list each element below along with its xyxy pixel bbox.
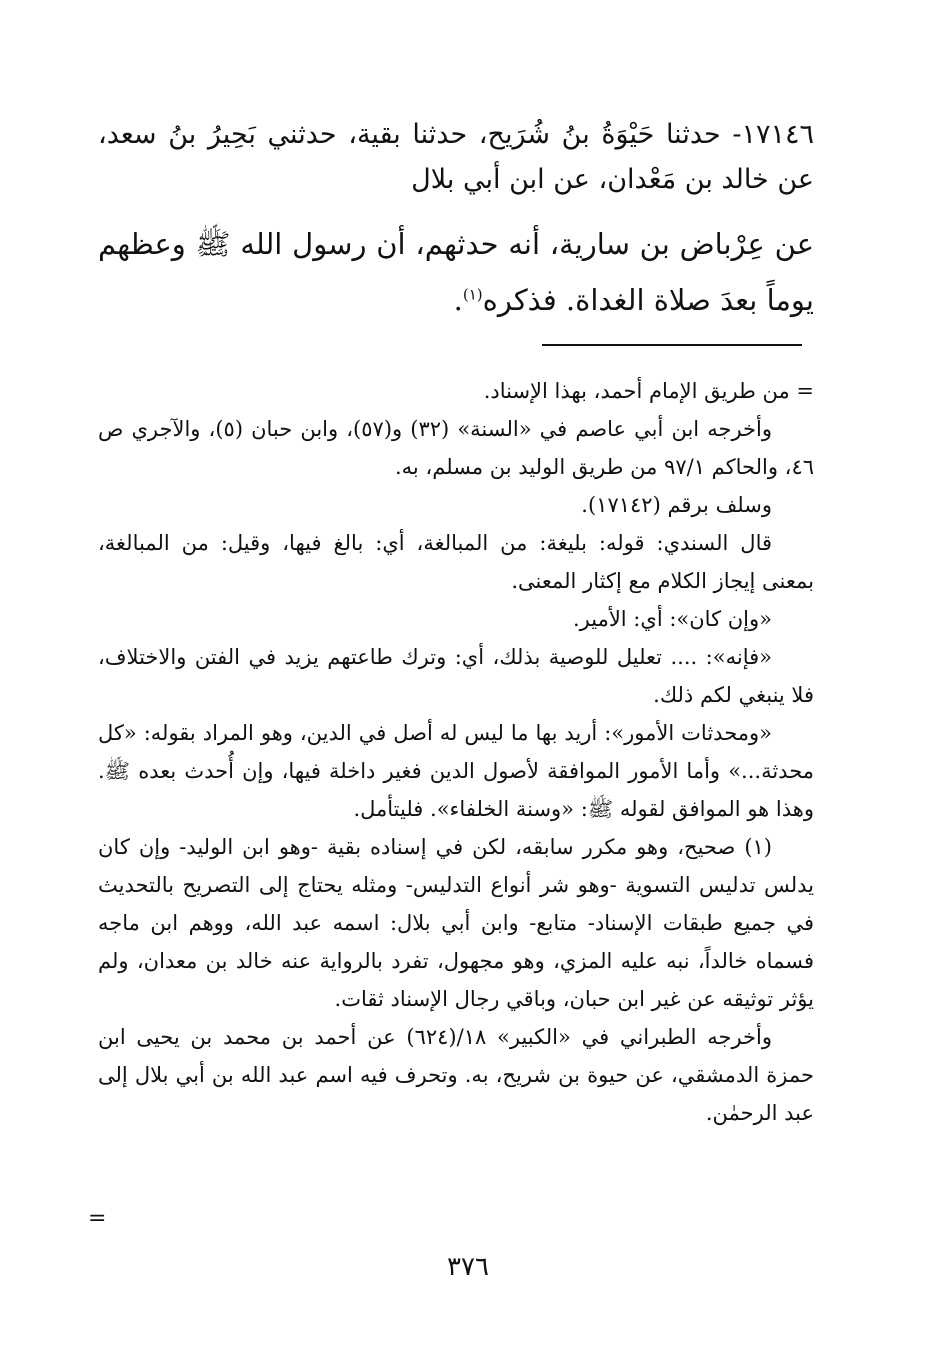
document-page (98, 104, 814, 1284)
footnote-takhrij-paragraph: وأخرجه ابن أبي عاصم في «السنة» (٣٢) و(٥٧)، وابن حبان (٥)، والآجري ص ٤٦، والحاكم ٩٧/١ من طريق الوليد بن مسلم، به. (98, 417, 814, 479)
footnote-explanation-fainnahu: «فإنه»: .... تعليل للوصية بذلك، أي: وترك طاعتهم يزيد في الفتن والاختلاف، فلا ينبغي لكم ذلك. (98, 645, 814, 707)
page-number: ٣٧٦ (447, 1252, 489, 1282)
footnotes-section (98, 372, 814, 1132)
footnote-tabarani-paragraph: وأخرجه الطبراني في «الكبير» ١٨/(٦٢٤) عن أحمد بن محمد بن يحيى ابن حمزة الدمشقي، عن حيوة بن شريح، به. وتحرف فيه اسم عبد الله بن أبي بلال إلى عبد الرحمٰن. (98, 1025, 814, 1125)
footnote-reference: (١) (462, 285, 483, 304)
footnote-1-grading: (١) صحيح، وهو مكرر سابقه، لكن في إسناده بقية -وهو ابن الوليد- وإن كان يدلس تدليس التسوية -وهو شر أنواع التدليس- ومثله يحتاج إلى التصريح بالتحديث في جميع طبقات الإسناد- متابع- وابن أبي بلال: اسمه عبد الله، ووهم ابن ماجه فسماه خالداً، نبه عليه المزي، وهو مجهول، تفرد بالرواية عنه خالد بن معدان، ولم يؤثر توثيقه عن غير ابن حبان، وباقي رجال الإسناد ثقات. (98, 835, 814, 1011)
hadith-text-paragraph: عن عِرْباض بن سارية، أنه حدثهم، أن رسول الله ﷺ وعظهم يوماً بعدَ صلاة الغداة. فذكره$^{(١)}$. (98, 227, 814, 317)
footnote-separator-rule (542, 344, 802, 346)
hadith-header-line: ١٧١٤٦- حدثنا حَيْوَةُ بنُ شُرَيح، حدثنا بقية، حدثني بَحِيرُ بنُ سعد، عن خالد بن مَعْدان، عن ابن أبي بلال (98, 119, 814, 195)
footnote-sindi-commentary: قال السندي: قوله: بليغة: من المبالغة، أي: بالغ فيها، وقيل: من المبالغة، بمعنى إيجاز الكلام مع إكثار المعنى. (98, 531, 814, 593)
hadith-text: عن عِرْباض بن سارية، أنه حدثهم، أن رسول الله ﷺ وعظهم يوماً بعدَ صلاة الغداة. فذكره (98, 227, 814, 317)
footnote-explanation-amir: «وإن كان»: أي: الأمير. (572, 607, 772, 631)
continuation-marker: = (88, 1206, 107, 1231)
footnote-continuation-line: = من طريق الإمام أحمد، بهذا الإسناد. (483, 379, 814, 403)
footnote-cross-reference: وسلف برقم (١٧١٤٢). (581, 493, 772, 517)
hadith-main-text (98, 112, 814, 328)
footnote-explanation-muhdathat: «ومحدثات الأمور»: أريد بها ما ليس له أصل في الدين، وهو المراد بقوله: «كل محدثة...» وأما الأمور الموافقة لأصول الدين فغير داخلة فيها، وإن أُحدث بعده ﷺ. وهذا هو الموافق لقوله ﷺ: «وسنة الخلفاء». فليتأمل. (98, 721, 814, 821)
